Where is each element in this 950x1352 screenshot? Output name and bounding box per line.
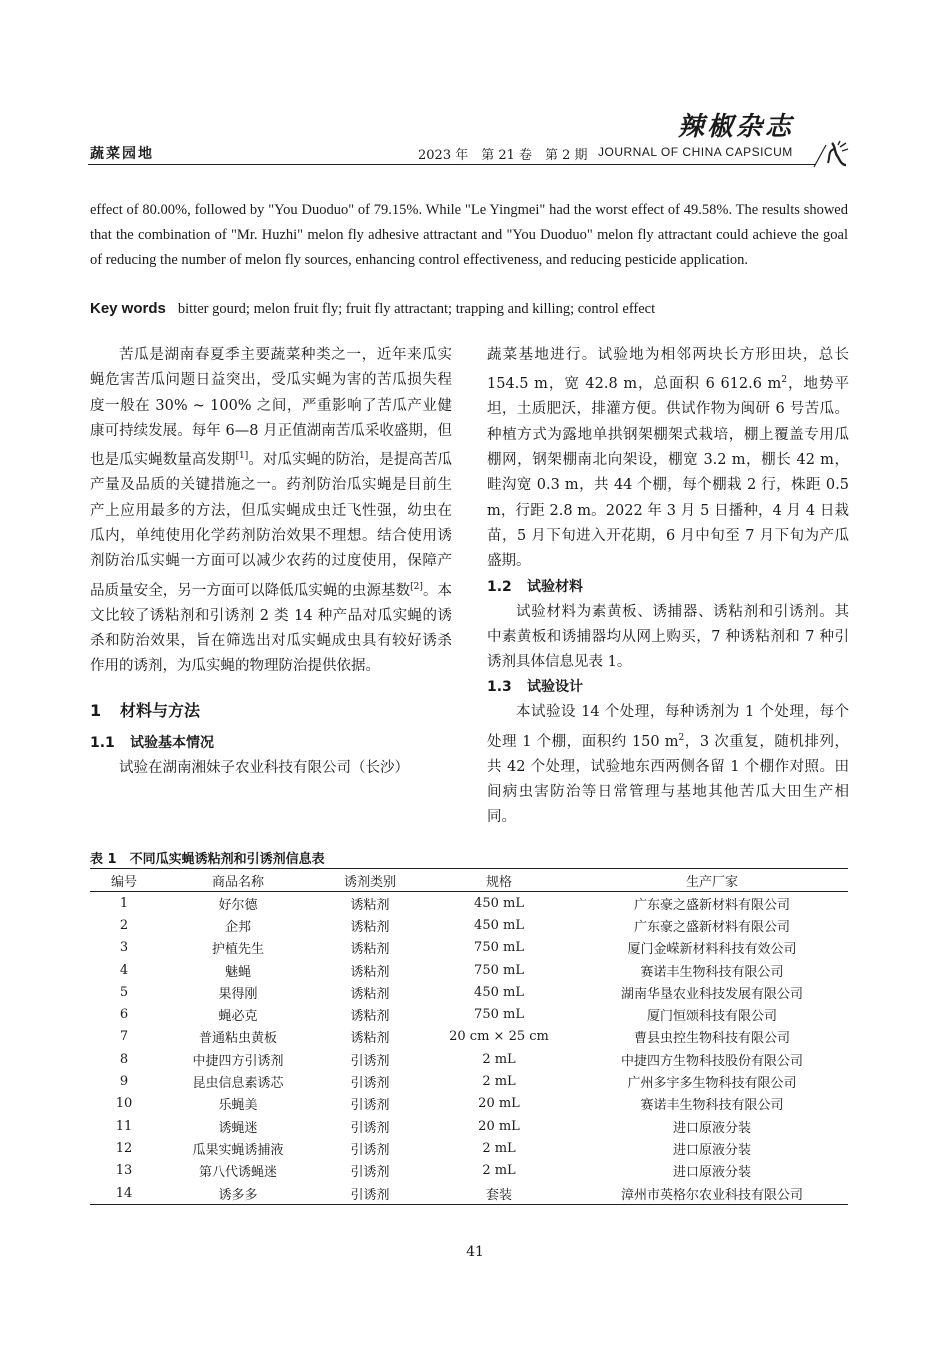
cell-id: 2: [119, 917, 129, 933]
cell-manufacturer: 进口原液分装: [672, 1165, 751, 1181]
table-row: [90, 937, 848, 959]
cell-spec: 450 mL: [474, 984, 524, 1000]
cell-manufacturer: 广东豪之盛新材料有限公司: [633, 897, 790, 913]
cell-manufacturer: 漳州市英格尔农业科技有限公司: [576, 1182, 848, 1205]
cell-id: 10: [115, 1096, 133, 1112]
table-row: [90, 1003, 848, 1025]
cell-product-name: 魅蝇: [224, 964, 251, 980]
cell-spec: 750 mL: [474, 1007, 524, 1023]
right-column: [487, 343, 849, 831]
section-1-3-text-b: ，3 次重复，随机排列，共 42 个处理，试验地东西两侧各留 1 个棚作对照。田间病虫害防治等日常管理与基地其他苦瓜大田生产相同。: [487, 733, 849, 826]
table-row: [90, 1115, 848, 1137]
section-1-2-heading: [487, 575, 849, 600]
cell-category: 诱粘剂: [350, 897, 390, 913]
table-row: [90, 1093, 848, 1115]
cell-id: 3: [119, 940, 129, 956]
cell-id: 8: [119, 1051, 129, 1067]
table-row: [90, 892, 848, 915]
cell-id: 14: [90, 1182, 158, 1205]
cell-manufacturer: 厦门恒颂科技有限公司: [646, 1009, 777, 1025]
header-product-name: 商品名称: [158, 869, 318, 892]
cell-category: 引诱剂: [350, 1120, 390, 1136]
cell-spec: 20 cm × 25 cm: [449, 1029, 549, 1045]
section-1-1-paragraph: [487, 343, 849, 575]
cell-category: 诱粘剂: [350, 986, 390, 1002]
keywords-line: [90, 296, 850, 322]
cell-manufacturer: 进口原液分装: [672, 1142, 751, 1158]
cell-manufacturer: 中捷四方生物科技股份有限公司: [620, 1053, 803, 1069]
cell-category: 引诱剂: [350, 1165, 390, 1181]
left-column: [90, 343, 452, 781]
cell-category: 诱粘剂: [350, 942, 390, 958]
section-1-3-number: 1.3: [487, 679, 512, 696]
cell-product-name: 乐蝇美: [218, 1098, 258, 1114]
cell-spec: 450 mL: [474, 917, 524, 933]
cell-product-name: 好尔德: [218, 897, 258, 913]
cell-category: 引诱剂: [350, 1098, 390, 1114]
section-1-3-paragraph: [487, 700, 849, 830]
intro-text-b: 。对瓜实蝇的防治，是提高苦瓜产量及品质的关键措施之一。药剂防治瓜实蝇是目前生产上应用最多的方法，但瓜实蝇成虫迁飞性强，幼虫在瓜内，单纯使用化学药剂防治效果不理想。结合使用诱剂防治瓜实蝇一方面可以减少农药的过度使用，保障产品质量安全，另一方面可以降低瓜实蝇的虫源基数: [90, 452, 453, 599]
journal-english-title: JOURNAL OF CHINA CAPSICUM: [598, 145, 793, 159]
cell-product-name: 瓜果实蝇诱捕液: [192, 1142, 284, 1158]
cell-manufacturer: 广州多宇多生物科技有限公司: [627, 1076, 797, 1092]
cell-id: 6: [119, 1007, 129, 1023]
cell-product-name: 第八代诱蝇迷: [198, 1165, 277, 1181]
table-header-row: [90, 869, 848, 892]
cell-id: 13: [115, 1163, 133, 1179]
cell-product-name: 护植先生: [211, 942, 264, 958]
cell-spec: 2 mL: [482, 1074, 516, 1090]
section-1-heading: [90, 698, 452, 723]
cell-manufacturer: 进口原液分装: [672, 1120, 751, 1136]
table-row: [90, 914, 848, 936]
cell-spec: 750 mL: [474, 940, 524, 956]
cell-product-name: 企邦: [224, 919, 251, 935]
section-1-1-heading: [90, 731, 452, 756]
section-1-2-text: 试验材料为素黄板、诱捕器、诱粘剂和引诱剂。其中素黄板和诱捕器均从网上购买，7 种诱粘剂和 7 种引诱剂具体信息见表 1。: [487, 603, 849, 671]
intro-text-c: 。本文比较了诱粘剂和引诱剂 2 类 14 种产品对瓜实蝇的诱杀和防治效果，旨在筛选出对瓜实蝇成虫具有较好诱杀作用的诱剂，为瓜实蝇的物理防治提供依据。: [90, 582, 453, 675]
cell-spec: 2 mL: [482, 1051, 516, 1067]
cell-manufacturer: 赛诺丰生物科技有限公司: [640, 964, 784, 980]
table-caption: 表 1 不同瓜实蝇诱粘剂和引诱剂信息表: [90, 852, 325, 867]
cell-product-name: 诱多多: [158, 1182, 318, 1205]
area-superscript: 2: [781, 375, 788, 386]
cell-id: 9: [119, 1074, 129, 1090]
cell-category: 引诱剂: [318, 1182, 422, 1205]
cell-manufacturer: 湖南华垦农业科技发展有限公司: [620, 986, 803, 1002]
cell-spec: 20 mL: [478, 1118, 520, 1134]
keywords-text: bitter gourd; melon fruit fly; fruit fly attractant; trapping and killing; control effect: [177, 301, 656, 317]
cell-manufacturer: 赛诺丰生物科技有限公司: [640, 1098, 784, 1114]
table-row: [90, 981, 848, 1003]
attractant-info-table: [90, 868, 848, 1205]
section-1-2-title: 试验材料: [527, 578, 583, 595]
cell-manufacturer: 广东豪之盛新材料有限公司: [633, 919, 790, 935]
intro-paragraph: [90, 343, 452, 680]
header-id: 编号: [90, 869, 158, 892]
cell-category: 引诱剂: [350, 1053, 390, 1069]
cell-spec: 450 mL: [474, 895, 524, 911]
header-manufacturer: 生产厂家: [576, 869, 848, 892]
cell-id: 4: [119, 962, 129, 978]
section-name: 蔬菜园地: [90, 146, 154, 162]
table-row: [90, 1070, 848, 1092]
issue-info: 2023 年 第 21 卷 第 2 期: [418, 148, 588, 163]
cell-category: 诱粘剂: [350, 1009, 390, 1025]
header-rule: [88, 164, 816, 165]
cell-category: 诱粘剂: [350, 919, 390, 935]
cell-id: 12: [115, 1140, 133, 1156]
cell-spec: 750 mL: [474, 962, 524, 978]
keywords-label: Key words: [90, 300, 166, 317]
cell-category: 诱粘剂: [350, 1031, 390, 1047]
section-1-3-title: 试验设计: [527, 679, 583, 696]
cell-product-name: 诱蝇迷: [218, 1120, 258, 1136]
cell-spec: 20 mL: [478, 1096, 520, 1112]
cell-spec: 2 mL: [482, 1163, 516, 1179]
journal-logo: 辣椒杂志: [678, 112, 795, 142]
section-1-2-number: 1.2: [487, 578, 512, 595]
table-row: [90, 1182, 848, 1205]
cell-manufacturer: 厦门金嵘新材料科技有效公司: [627, 942, 797, 958]
section-1-number: 1: [90, 700, 102, 720]
cell-id: 5: [119, 984, 129, 1000]
cell-category: 诱粘剂: [350, 964, 390, 980]
ref-1: [1]: [235, 451, 249, 462]
section-1-1-text-c: ，地势平坦，土质肥沃，排灌方便。供试作物为闽研 6 号苦瓜。种植方式为露地单拱钢架棚架式栽培，棚上覆盖专用瓜棚网，钢架棚南北向架设，棚宽 3.2 m，棚长 42 m，畦沟宽 0.3 m，共 44 个棚，每个棚栽 2 行，株距 0.5 m，行距 2.8 m。2022 年 3 月 5 日播种，4 月 4 日栽苗，5 月下旬进入开花期，6 月中旬至 7 月下旬为产瓜盛期。: [487, 376, 850, 570]
table-row: [90, 959, 848, 981]
table-row: [90, 1160, 848, 1182]
table-row: [90, 1137, 848, 1159]
cell-category: 引诱剂: [350, 1076, 390, 1092]
section-1-title: 材料与方法: [120, 700, 201, 720]
section-1-1-number: 1.1: [90, 734, 115, 751]
cell-product-name: 昆虫信息素诱芯: [192, 1076, 284, 1092]
section-1-1-text-a: 试验在湖南湘妹子农业科技有限公司（长沙）: [119, 759, 409, 776]
table-row: [90, 1048, 848, 1070]
cell-manufacturer: 曹县虫控生物科技有限公司: [633, 1031, 790, 1047]
section-1-3-text-a: 本试验设 14 个处理，每种诱剂为 1 个处理，每个处理 1 个棚，面积约 150 m: [487, 704, 849, 750]
cell-product-name: 普通粘虫黄板: [198, 1031, 277, 1047]
cell-id: 1: [119, 895, 129, 911]
header-spec: 规格: [422, 869, 576, 892]
cell-spec: 套装: [422, 1182, 576, 1205]
pepper-logo-icon: [812, 139, 852, 169]
cell-spec: 2 mL: [482, 1140, 516, 1156]
page-number: 41: [466, 1244, 484, 1260]
intro-text-a: 苦瓜是湖南春夏季主要蔬菜种类之一，近年来瓜实蝇危害苦瓜问题日益突出，受瓜实蝇为害的苦瓜损失程度一般在 30% ~ 100% 之间，严重影响了苦瓜产业健康可持续发展。每年 6—8 月正值湖南苦瓜采收盛期，但也是瓜实蝇数量高发期: [90, 347, 452, 469]
section-1-1-text-b: 蔬菜基地进行。试验地为相邻两块长方形田块，总长 154.5 m，宽 42.8 m，总面积 6 612.6 m: [487, 347, 849, 393]
cell-id: 11: [115, 1118, 133, 1134]
abstract-text: effect of 80.00%, followed by "You Duoduo" of 79.15%. While "Le Yingmei" had the worst effect of 49.58%. The results showed that the combination of "Mr. Huzhi" melon fly adhesive attractant and "You Duoduo" melon fly attractant could achieve the goal of reducing the number of melon fly sources, enhancing control effectiveness, and reducing pesticide application.: [90, 202, 848, 268]
cell-product-name: 果得刚: [218, 986, 258, 1002]
cell-category: 引诱剂: [350, 1142, 390, 1158]
header-category: 诱剂类别: [318, 869, 422, 892]
cell-product-name: 中捷四方引诱剂: [192, 1053, 284, 1069]
ref-2: [2]: [410, 581, 423, 592]
cell-product-name: 蝇必克: [218, 1009, 258, 1025]
table-row: [90, 1026, 848, 1048]
section-1-1-title: 试验基本情况: [130, 734, 214, 751]
section-1-3-heading: [487, 675, 849, 700]
cell-id: 7: [119, 1029, 129, 1045]
area-superscript-2: 2: [678, 732, 685, 743]
